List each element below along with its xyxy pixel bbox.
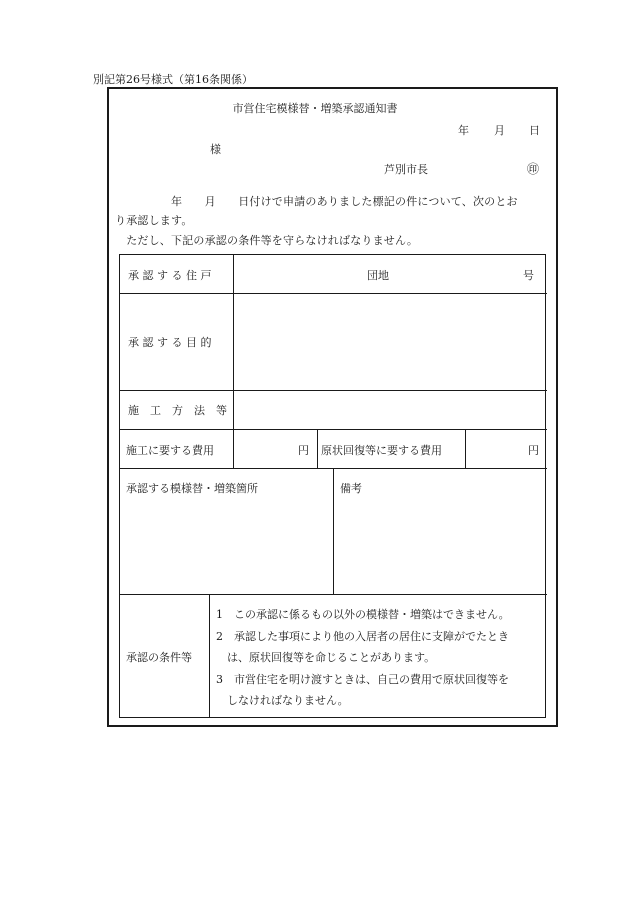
date-day-field[interactable]: 日	[529, 124, 540, 137]
row-divider	[120, 594, 547, 595]
document-title: 市営住宅模様替・増築承認通知書	[232, 102, 398, 115]
condition-item: 3 市営住宅を明け渡すときは、自己の費用で原状回復等を	[216, 673, 509, 686]
purpose-label: 承 認 す る 目 的	[128, 336, 212, 349]
housing-estate-field[interactable]: 団地	[367, 269, 389, 282]
column-divider	[209, 594, 210, 718]
row-divider	[120, 293, 547, 294]
condition-item: しなければなりません。	[216, 694, 349, 707]
column-divider	[317, 429, 318, 468]
body-text-line-2: り承認します。	[115, 214, 193, 227]
row-divider	[120, 429, 547, 430]
method-label: 施 工 方 法 等	[128, 404, 227, 417]
row-divider	[120, 390, 547, 391]
cost-label: 施工に要する費用	[126, 444, 214, 457]
date-month-field[interactable]: 月	[494, 124, 505, 137]
date-year-field[interactable]: 年	[458, 124, 469, 137]
restore-cost-unit[interactable]: 円	[528, 444, 539, 457]
body-text-line-3: ただし、下記の承認の条件等を守らなければなりません。	[115, 234, 419, 247]
column-divider	[233, 255, 234, 468]
cost-unit[interactable]: 円	[298, 444, 309, 457]
body-text-line-1: 年 月 日付けで申請のありました標記の件について、次のとお	[115, 195, 518, 208]
housing-label: 承 認 す る 住 戸	[128, 269, 212, 282]
housing-number-field[interactable]: 号	[523, 269, 534, 282]
column-divider	[465, 429, 466, 468]
condition-item: 2 承認した事項により他の入居者の居住に支障がでたとき	[216, 630, 509, 643]
seal-mark: ㊞	[527, 162, 540, 176]
approval-table	[119, 254, 546, 718]
conditions-label: 承認の条件等	[126, 651, 192, 664]
recipient-honorific: 様	[210, 143, 221, 156]
method-field[interactable]	[240, 395, 540, 425]
issuer-name: 芦別市長	[384, 163, 428, 176]
location-label: 承認する模様替・増築箇所	[126, 482, 258, 495]
purpose-field[interactable]	[240, 300, 540, 384]
condition-item: は、原状回復等を命じることがあります。	[216, 651, 436, 664]
condition-item: 1 この承認に係るもの以外の模様替・増築はできません。	[216, 608, 510, 621]
remarks-label: 備考	[340, 482, 362, 495]
column-divider	[333, 468, 334, 594]
restore-cost-label: 原状回復等に要する費用	[321, 444, 442, 457]
form-number-label: 別記第26号様式（第16条関係）	[93, 73, 253, 86]
